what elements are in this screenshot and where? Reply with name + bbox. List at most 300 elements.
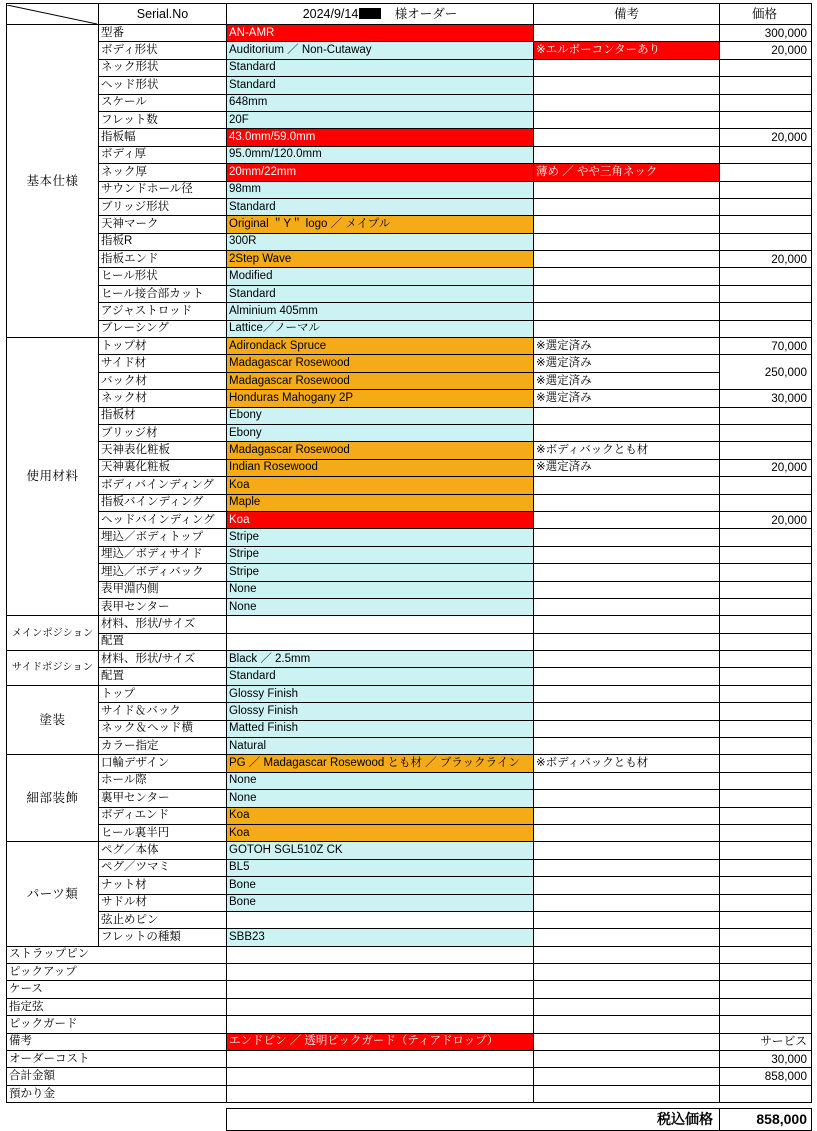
spec-note[interactable]: ※選定済み xyxy=(534,355,720,372)
spec-label: ネック厚 xyxy=(99,164,227,181)
spec-value[interactable]: None xyxy=(227,598,534,615)
spec-label: ペグ／本体 xyxy=(99,842,227,859)
spec-label: 天神マーク xyxy=(99,216,227,233)
table-row xyxy=(7,303,812,320)
spec-price xyxy=(720,1016,812,1033)
spec-label: 指板R xyxy=(99,233,227,250)
spec-price xyxy=(720,824,812,841)
spec-value[interactable]: Adirondack Spruce xyxy=(227,338,534,355)
spec-label: ケース xyxy=(7,981,227,998)
spec-note[interactable] xyxy=(534,807,720,824)
spec-value[interactable]: AN-AMR xyxy=(227,25,534,42)
spec-value[interactable]: Lattice／ノーマル xyxy=(227,320,534,337)
table-row xyxy=(7,390,812,407)
spec-price xyxy=(720,720,812,737)
spec-price xyxy=(720,981,812,998)
table-row xyxy=(7,442,812,459)
spec-value[interactable]: PG ／ Madagascar Rosewood とも材 ／ ブラックライン xyxy=(227,755,534,772)
spec-price: 20,000 xyxy=(720,251,812,268)
spec-note[interactable] xyxy=(534,216,720,233)
spec-note[interactable] xyxy=(534,511,720,528)
spec-value[interactable]: Standard xyxy=(227,668,534,685)
table-row xyxy=(7,511,812,528)
spec-price xyxy=(720,303,812,320)
spec-value[interactable]: BL5 xyxy=(227,859,534,876)
spec-value[interactable]: 20F xyxy=(227,111,534,128)
spec-price: 20,000 xyxy=(720,459,812,476)
spec-label: 備考 xyxy=(7,1033,227,1050)
table-row xyxy=(7,755,812,772)
table-row xyxy=(7,720,812,737)
spec-note[interactable] xyxy=(534,251,720,268)
group-label-detail: 細部装飾 xyxy=(7,755,99,842)
spec-label: 配置 xyxy=(99,668,227,685)
spec-label: フレットの種類 xyxy=(99,929,227,946)
table-row xyxy=(7,233,812,250)
spec-value[interactable]: Koa xyxy=(227,807,534,824)
table-row xyxy=(7,164,812,181)
spec-note[interactable] xyxy=(534,859,720,876)
table-row xyxy=(7,598,812,615)
spec-value[interactable]: GOTOH SGL510Z CK xyxy=(227,842,534,859)
spec-price xyxy=(720,285,812,302)
spec-value[interactable]: Koa xyxy=(227,824,534,841)
spec-label: バック材 xyxy=(99,372,227,389)
table-row xyxy=(7,790,812,807)
spec-label: ボディ厚 xyxy=(99,146,227,163)
table-row xyxy=(7,129,812,146)
spec-price xyxy=(720,111,812,128)
spec-price: 30,000 xyxy=(720,390,812,407)
spec-value[interactable]: 300R xyxy=(227,233,534,250)
spec-note[interactable] xyxy=(534,616,720,633)
spec-price xyxy=(720,929,812,946)
spec-value[interactable]: Bone xyxy=(227,894,534,911)
spec-price xyxy=(720,477,812,494)
spec-note[interactable]: ※エルボーコンターあり xyxy=(534,42,720,59)
table-row xyxy=(7,998,812,1015)
spec-price xyxy=(720,894,812,911)
spec-price: 250,000 xyxy=(720,355,812,390)
table-row xyxy=(7,77,812,94)
table-row xyxy=(7,546,812,563)
spec-value[interactable]: Stripe xyxy=(227,529,534,546)
spec-label: ピックアップ xyxy=(7,964,227,981)
spec-price: 20,000 xyxy=(720,42,812,59)
spec-value[interactable]: Glossy Finish xyxy=(227,703,534,720)
spec-price xyxy=(720,320,812,337)
spec-price xyxy=(720,633,812,650)
spec-value[interactable]: Ebony xyxy=(227,407,534,424)
spec-label: ヘッドバインディング xyxy=(99,511,227,528)
spec-label: 型番 xyxy=(99,25,227,42)
table-row xyxy=(7,964,812,981)
spec-value[interactable] xyxy=(227,964,534,981)
spec-value[interactable] xyxy=(227,1016,534,1033)
spec-note[interactable] xyxy=(534,842,720,859)
spec-price xyxy=(720,442,812,459)
spec-note[interactable] xyxy=(534,198,720,215)
spec-note[interactable]: ※選定済み xyxy=(534,338,720,355)
table-row xyxy=(7,581,812,598)
spec-price xyxy=(720,772,812,789)
spec-value[interactable]: Standard xyxy=(227,59,534,76)
spec-note[interactable] xyxy=(534,285,720,302)
spec-note[interactable] xyxy=(534,146,720,163)
spec-value[interactable]: 648mm xyxy=(227,94,534,111)
table-row xyxy=(7,181,812,198)
spec-price: 20,000 xyxy=(720,511,812,528)
spec-label: 預かり金 xyxy=(7,1085,227,1102)
spec-label: 埋込／ボディサイド xyxy=(99,546,227,563)
spec-label: ネック材 xyxy=(99,390,227,407)
spec-price xyxy=(720,546,812,563)
spec-price xyxy=(720,564,812,581)
spec-value[interactable]: Standard xyxy=(227,77,534,94)
spec-note[interactable] xyxy=(534,129,720,146)
spec-price xyxy=(720,859,812,876)
spec-price xyxy=(720,616,812,633)
table-row xyxy=(7,407,812,424)
spec-price xyxy=(720,807,812,824)
spec-value[interactable]: Koa xyxy=(227,511,534,528)
spec-price xyxy=(720,964,812,981)
spec-value[interactable]: Koa xyxy=(227,477,534,494)
spec-note[interactable]: ※選定済み xyxy=(534,372,720,389)
spec-value[interactable]: Stripe xyxy=(227,564,534,581)
spec-value[interactable]: None xyxy=(227,581,534,598)
spec-value[interactable]: 2Step Wave xyxy=(227,251,534,268)
spec-note[interactable] xyxy=(534,1033,720,1050)
spec-label: ボディバインディング xyxy=(99,477,227,494)
spec-label: 材料、形状/サイズ xyxy=(99,616,227,633)
spec-label: ナット材 xyxy=(99,877,227,894)
total-blank xyxy=(7,1109,227,1131)
spec-price: 30,000 xyxy=(720,1051,812,1068)
spec-note[interactable] xyxy=(534,424,720,441)
spec-note[interactable] xyxy=(534,877,720,894)
spec-value[interactable]: Ebony xyxy=(227,424,534,441)
spec-note[interactable] xyxy=(534,790,720,807)
spec-price xyxy=(720,755,812,772)
spec-note[interactable] xyxy=(534,25,720,42)
table-row xyxy=(7,772,812,789)
spec-note[interactable] xyxy=(534,494,720,511)
spec-value[interactable]: エンドピン ／ 透明ピックガード（ティアドロップ） xyxy=(227,1033,534,1050)
spec-value[interactable] xyxy=(227,1068,534,1085)
spec-value[interactable]: Honduras Mahogany 2P xyxy=(227,390,534,407)
spec-label: ブレーシング xyxy=(99,320,227,337)
table-row xyxy=(7,981,812,998)
spec-label: カラー指定 xyxy=(99,738,227,755)
spec-label: ペグ／ツマミ xyxy=(99,859,227,876)
spec-note[interactable] xyxy=(534,911,720,928)
spec-price xyxy=(720,946,812,963)
spec-label: サイド材 xyxy=(99,355,227,372)
spec-note[interactable] xyxy=(534,233,720,250)
spec-label: 指定弦 xyxy=(7,998,227,1015)
spec-note[interactable] xyxy=(534,964,720,981)
spec-label: ホール際 xyxy=(99,772,227,789)
table-row xyxy=(7,459,812,476)
spec-price xyxy=(720,685,812,702)
spec-label: 指板幅 xyxy=(99,129,227,146)
spec-note[interactable] xyxy=(534,1016,720,1033)
spec-label: 口輪デザイン xyxy=(99,755,227,772)
table-row xyxy=(7,824,812,841)
spec-value[interactable]: Black ／ 2.5mm xyxy=(227,651,534,668)
spec-note[interactable]: ※ボディバックとも材 xyxy=(534,755,720,772)
table-row xyxy=(7,285,812,302)
spec-price xyxy=(720,181,812,198)
spec-label: 指板エンド xyxy=(99,251,227,268)
spec-value[interactable]: SBB23 xyxy=(227,929,534,946)
table-row xyxy=(7,1016,812,1033)
spec-note[interactable] xyxy=(534,303,720,320)
table-row xyxy=(7,633,812,650)
spec-value[interactable]: Standard xyxy=(227,285,534,302)
spec-label: 指板材 xyxy=(99,407,227,424)
spec-note[interactable]: 薄め ／ やや三角ネック xyxy=(534,164,720,181)
spec-price xyxy=(720,216,812,233)
spec-price: 20,000 xyxy=(720,129,812,146)
spec-note[interactable] xyxy=(534,581,720,598)
table-row xyxy=(7,738,812,755)
spec-price xyxy=(720,842,812,859)
spec-value[interactable]: Original ＂Y＂ logo ／ メイプル xyxy=(227,216,534,233)
spec-value[interactable]: Bone xyxy=(227,877,534,894)
order-date-header xyxy=(227,4,534,25)
spec-value[interactable] xyxy=(227,911,534,928)
spec-price xyxy=(720,146,812,163)
spec-note[interactable] xyxy=(534,981,720,998)
spec-label: 天神裏化粧板 xyxy=(99,459,227,476)
spec-value[interactable]: None xyxy=(227,790,534,807)
spec-label: ボディエンド xyxy=(99,807,227,824)
spec-note[interactable] xyxy=(534,633,720,650)
table-row xyxy=(7,424,812,441)
table-row xyxy=(7,494,812,511)
spec-note[interactable] xyxy=(534,720,720,737)
spec-price xyxy=(720,268,812,285)
spec-note[interactable] xyxy=(534,1085,720,1102)
spec-value[interactable]: Modified xyxy=(227,268,534,285)
spec-note[interactable] xyxy=(534,703,720,720)
spec-note[interactable]: ※選定済み xyxy=(534,390,720,407)
spec-note[interactable] xyxy=(534,598,720,615)
spec-value[interactable]: Glossy Finish xyxy=(227,685,534,702)
spec-label: ヘッド形状 xyxy=(99,77,227,94)
spec-note[interactable] xyxy=(534,546,720,563)
spec-note[interactable] xyxy=(534,407,720,424)
spec-value[interactable] xyxy=(227,981,534,998)
spec-note[interactable] xyxy=(534,998,720,1015)
table-row xyxy=(7,477,812,494)
spec-note[interactable] xyxy=(534,668,720,685)
spec-value[interactable]: Natural xyxy=(227,738,534,755)
spec-price xyxy=(720,911,812,928)
spec-note[interactable] xyxy=(534,268,720,285)
spec-price: 70,000 xyxy=(720,338,812,355)
spec-value[interactable]: 98mm xyxy=(227,181,534,198)
spec-note[interactable] xyxy=(534,824,720,841)
spec-note[interactable] xyxy=(534,77,720,94)
table-row xyxy=(7,268,812,285)
spec-note[interactable] xyxy=(534,685,720,702)
table-row xyxy=(7,1085,812,1102)
spec-price xyxy=(720,668,812,685)
spec-note[interactable] xyxy=(534,94,720,111)
spec-price xyxy=(720,529,812,546)
group-label-materials: 使用材料 xyxy=(7,338,99,616)
spec-value[interactable] xyxy=(227,946,534,963)
spec-value[interactable] xyxy=(227,998,534,1015)
spec-note[interactable] xyxy=(534,111,720,128)
group-label-main_position: メインポジション xyxy=(7,616,99,651)
spec-value[interactable]: Standard xyxy=(227,198,534,215)
spec-note[interactable]: ※選定済み xyxy=(534,459,720,476)
spec-note[interactable] xyxy=(534,929,720,946)
spec-value[interactable]: 95.0mm/120.0mm xyxy=(227,146,534,163)
spec-label: オーダーコスト xyxy=(7,1051,227,1068)
total-value: 858,000 xyxy=(720,1109,812,1131)
table-row xyxy=(7,59,812,76)
table-row xyxy=(7,146,812,163)
spec-note[interactable] xyxy=(534,564,720,581)
total-row xyxy=(7,1109,812,1131)
spec-price xyxy=(720,738,812,755)
spec-label: サドル材 xyxy=(99,894,227,911)
table-row xyxy=(7,929,812,946)
table-row xyxy=(7,807,812,824)
spec-label: ボディ形状 xyxy=(99,42,227,59)
spec-note[interactable] xyxy=(534,1051,720,1068)
spec-price: 300,000 xyxy=(720,25,812,42)
spec-value[interactable]: Madagascar Rosewood xyxy=(227,372,534,389)
spec-note[interactable] xyxy=(534,1068,720,1085)
spec-price: 858,000 xyxy=(720,1068,812,1085)
spec-price xyxy=(720,494,812,511)
spec-label: ヒール接合部カット xyxy=(99,285,227,302)
spec-label: 弦止めピン xyxy=(99,911,227,928)
table-row xyxy=(7,911,812,928)
table-row xyxy=(7,111,812,128)
total-label: 税込価格 xyxy=(227,1109,720,1131)
spec-label: スケール xyxy=(99,94,227,111)
table-row xyxy=(7,529,812,546)
spec-note[interactable] xyxy=(534,320,720,337)
spec-value[interactable]: Stripe xyxy=(227,546,534,563)
order-spec-table xyxy=(6,3,812,1131)
table-header-row xyxy=(7,4,812,25)
spec-label: ネック＆ヘッド横 xyxy=(99,720,227,737)
group-label-parts: パーツ類 xyxy=(7,842,99,946)
spec-value[interactable]: None xyxy=(227,772,534,789)
spec-price: サービス xyxy=(720,1033,812,1050)
spec-label: アジャストロッド xyxy=(99,303,227,320)
spec-value[interactable]: Maple xyxy=(227,494,534,511)
spec-label: 材料、形状/サイズ xyxy=(99,651,227,668)
spec-value[interactable] xyxy=(227,1051,534,1068)
spec-value[interactable]: 43.0mm/59.0mm xyxy=(227,129,534,146)
spec-value[interactable]: Madagascar Rosewood xyxy=(227,442,534,459)
table-row xyxy=(7,94,812,111)
spec-note[interactable] xyxy=(534,477,720,494)
table-row xyxy=(7,685,812,702)
spec-note[interactable] xyxy=(534,529,720,546)
table-row xyxy=(7,355,812,372)
table-row xyxy=(7,668,812,685)
group-label-basic: 基本仕様 xyxy=(7,25,99,338)
table-row xyxy=(7,703,812,720)
spec-note[interactable] xyxy=(534,894,720,911)
spec-note[interactable] xyxy=(534,772,720,789)
spec-value[interactable]: Indian Rosewood xyxy=(227,459,534,476)
spec-value[interactable]: Alminium 405mm xyxy=(227,303,534,320)
spec-price xyxy=(720,233,812,250)
spec-price xyxy=(720,998,812,1015)
spec-label: ブリッジ材 xyxy=(99,424,227,441)
note-header: 備考 xyxy=(534,4,720,25)
spec-note[interactable] xyxy=(534,181,720,198)
price-header: 価格 xyxy=(720,4,812,25)
table-row xyxy=(7,198,812,215)
group-label-side_position: サイドポジション xyxy=(7,651,99,686)
table-row xyxy=(7,842,812,859)
table-row xyxy=(7,1051,812,1068)
table-row xyxy=(7,320,812,337)
spec-value[interactable] xyxy=(227,616,534,633)
table-row xyxy=(7,25,812,42)
spec-value[interactable]: Madagascar Rosewood xyxy=(227,355,534,372)
spec-value[interactable] xyxy=(227,1085,534,1102)
table-row xyxy=(7,877,812,894)
table-row xyxy=(7,42,812,59)
table-row xyxy=(7,372,812,389)
spec-label: 指板バインディング xyxy=(99,494,227,511)
serial-no-header: Serial.No xyxy=(99,4,227,25)
spec-note[interactable]: ※ボディバックとも材 xyxy=(534,442,720,459)
spec-label: 埋込／ボディバック xyxy=(99,564,227,581)
table-row xyxy=(7,946,812,963)
spec-value[interactable]: Auditorium ／ Non-Cutaway xyxy=(227,42,534,59)
table-row xyxy=(7,251,812,268)
spec-label: 埋込／ボディトップ xyxy=(99,529,227,546)
spec-label: ヒール裏半円 xyxy=(99,824,227,841)
spec-price xyxy=(720,790,812,807)
spec-label: ネック形状 xyxy=(99,59,227,76)
spec-note[interactable] xyxy=(534,946,720,963)
spec-label: ヒール形状 xyxy=(99,268,227,285)
table-row xyxy=(7,216,812,233)
table-row xyxy=(7,894,812,911)
spec-label: ストラップピン xyxy=(7,946,227,963)
spec-label: サイド＆バック xyxy=(99,703,227,720)
spec-value[interactable] xyxy=(227,633,534,650)
spec-note[interactable] xyxy=(534,738,720,755)
spec-label: 裏甲センター xyxy=(99,790,227,807)
spec-value[interactable]: Matted Finish xyxy=(227,720,534,737)
spec-price xyxy=(720,94,812,111)
spec-value[interactable]: 20mm/22mm xyxy=(227,164,534,181)
spec-price xyxy=(720,198,812,215)
spec-note[interactable] xyxy=(534,651,720,668)
spec-price xyxy=(720,598,812,615)
spec-note[interactable] xyxy=(534,59,720,76)
spec-label: トップ xyxy=(99,685,227,702)
spec-label: 表甲センター xyxy=(99,598,227,615)
table-row xyxy=(7,1068,812,1085)
